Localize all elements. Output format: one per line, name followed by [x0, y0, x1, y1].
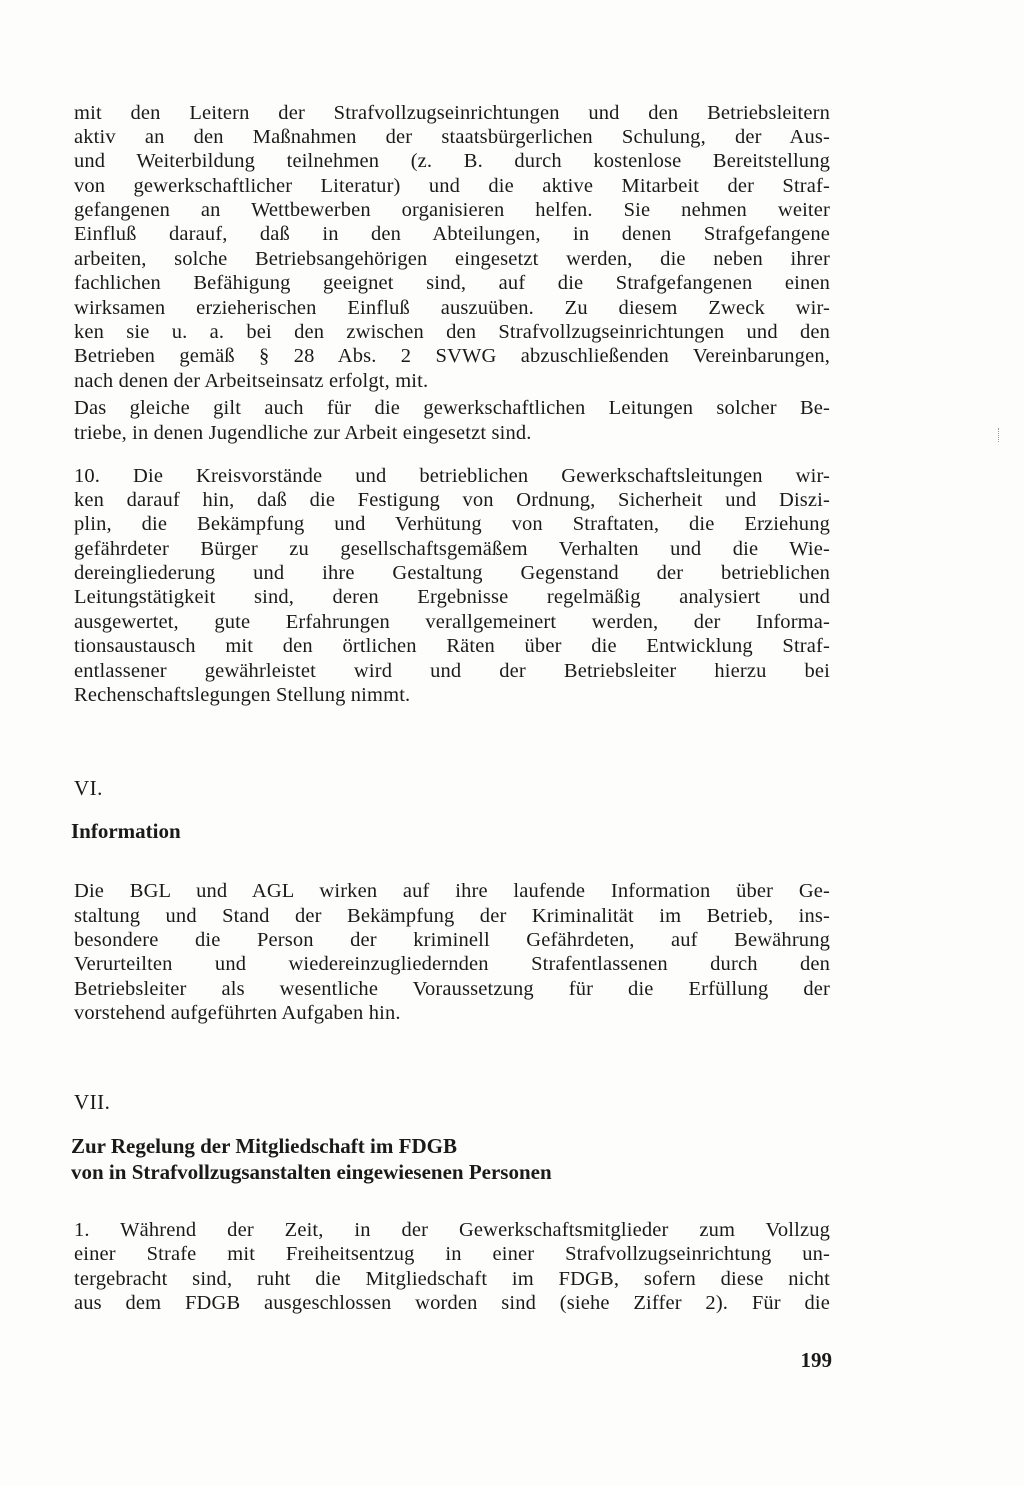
text-line: ken darauf hin, daß die Festigung von Ordnung, Sicherheit und Diszi- [74, 489, 830, 511]
text-line: 1. Während der Zeit, in der Gewerkschaftsmitglieder zum Vollzug [74, 1219, 830, 1241]
text-line: entlassener gewährleistet wird und der Betriebsleiter hierzu bei [74, 660, 830, 682]
text-line: triebe, in denen Jugendliche zur Arbeit eingesetzt sind. [74, 422, 532, 444]
text-line: tionsaustausch mit den örtlichen Räten über die Entwicklung Straf- [74, 635, 830, 657]
text-line: Das gleiche gilt auch für die gewerkschaftlichen Leitungen solcher Be- [74, 397, 830, 419]
text-line: Einfluß darauf, daß in den Abteilungen, in denen Strafgefangene [74, 223, 830, 245]
text-line: Rechenschaftslegungen Stellung nimmt. [74, 684, 411, 706]
text-line: vorstehend aufgeführten Aufgaben hin. [74, 1002, 401, 1024]
text-line: mit den Leitern der Strafvollzugseinrichtungen und den Betriebsleitern [74, 102, 830, 124]
text-line: tergebracht sind, ruht die Mitgliedschaft im FDGB, sofern diese nicht [74, 1268, 830, 1290]
text-line: und Weiterbildung teilnehmen (z. B. durch kostenlose Bereitstellung [74, 150, 830, 172]
text-line: besondere die Person der kriminell Gefährdeten, auf Bewährung [74, 929, 830, 951]
text-line: Leitungstätigkeit sind, deren Ergebnisse regelmäßig analysiert und [74, 586, 830, 608]
section-heading: Information [71, 819, 181, 843]
text-line: ken sie u. a. bei den zwischen den Strafvollzugseinrichtungen und den [74, 321, 830, 343]
text-line: Betrieben gemäß § 28 Abs. 2 SVWG abzuschließenden Vereinbarungen, [74, 345, 830, 367]
text-line: fachlichen Befähigung geeignet sind, auf die Strafgefangenen einen [74, 272, 830, 294]
text-line: 10. Die Kreisvorstände und betrieblichen Gewerkschaftsleitungen wir- [74, 465, 830, 487]
text-line: wirksamen erzieherischen Einfluß auszuüben. Zu diesem Zweck wir- [74, 297, 830, 319]
text-line: nach denen der Arbeitseinsatz erfolgt, mit. [74, 370, 429, 392]
section-numeral: VII. [74, 1090, 111, 1114]
text-line: arbeiten, solche Betriebsangehörigen eingesetzt werden, die neben ihrer [74, 248, 830, 270]
text-line: aktiv an den Maßnahmen der staatsbürgerlichen Schulung, der Aus- [74, 126, 830, 148]
section-heading: Zur Regelung der Mitgliedschaft im FDGB [71, 1134, 457, 1158]
text-line: dereingliederung und ihre Gestaltung Gegenstand der betrieblichen [74, 562, 830, 584]
section-heading: von in Strafvollzugsanstalten eingewiesenen Personen [71, 1160, 552, 1184]
text-line: gefangenen an Wettbewerben organisieren helfen. Sie nehmen weiter [74, 199, 830, 221]
section-numeral: VI. [74, 776, 103, 800]
text-line: einer Strafe mit Freiheitsentzug in einer Strafvollzugseinrichtung un- [74, 1243, 830, 1265]
page-number: 199 [800, 1348, 832, 1372]
text-line: ausgewertet, gute Erfahrungen verallgemeinert werden, der Informa- [74, 611, 830, 633]
text-line: Betriebsleiter als wesentliche Voraussetzung für die Erfüllung der [74, 978, 830, 1000]
text-line: Verurteilten und wiedereinzugliedernden Strafentlassenen durch den [74, 953, 830, 975]
text-line: staltung und Stand der Bekämpfung der Kriminalität im Betrieb, ins- [74, 905, 830, 927]
text-line: aus dem FDGB ausgeschlossen worden sind (siehe Ziffer 2). Für die [74, 1292, 830, 1314]
text-line: plin, die Bekämpfung und Verhütung von Straftaten, die Erziehung [74, 513, 830, 535]
text-line: von gewerkschaftlicher Literatur) und die aktive Mitarbeit der Straf- [74, 175, 830, 197]
text-line: gefährdeter Bürger zu gesellschaftsgemäßem Verhalten und die Wie- [74, 538, 830, 560]
text-line: Die BGL und AGL wirken auf ihre laufende Information über Ge- [74, 880, 830, 902]
scan-speck [998, 428, 1001, 442]
